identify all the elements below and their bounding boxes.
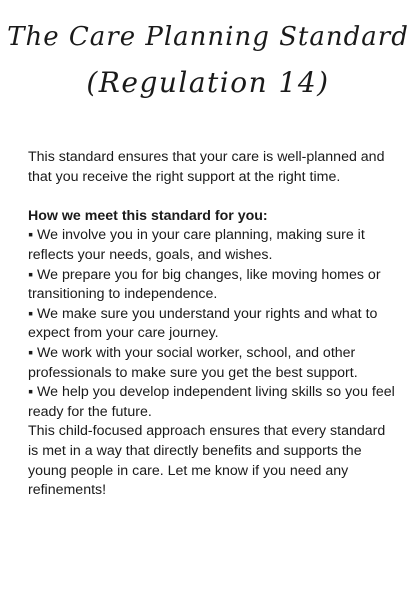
list-item: ▪ We prepare you for big changes, like moving homes or transitioning to independence.: [28, 266, 381, 303]
title-line-1: The Care Planning Standard: [7, 22, 409, 52]
document-body: [28, 148, 396, 501]
list-item: ▪ We make sure you understand your rights and what to expect from your care journey.: [28, 305, 378, 342]
page-title: [0, 14, 416, 106]
section-heading: How we meet this standard for you:: [28, 207, 268, 224]
bullet-list: [28, 226, 396, 422]
list-item: ▪ We involve you in your care planning, making sure it reflects your needs, goals, and wishes.: [28, 227, 365, 263]
closing-paragraph: This child-focused approach ensures that every standard is met in a way that directly benefits and supports the young people in care. Let me know if you need any refinements!: [28, 423, 386, 499]
list-item: ▪ We help you develop independent living skills so you feel ready for the future.: [28, 384, 395, 420]
title-line-2: (Regulation 14): [86, 66, 330, 99]
list-item: ▪ We work with your social worker, school, and other professionals to make sure you get the best support.: [28, 344, 358, 381]
intro-paragraph: This standard ensures that your care is well-planned and that you receive the right support at the right time.: [28, 149, 385, 185]
